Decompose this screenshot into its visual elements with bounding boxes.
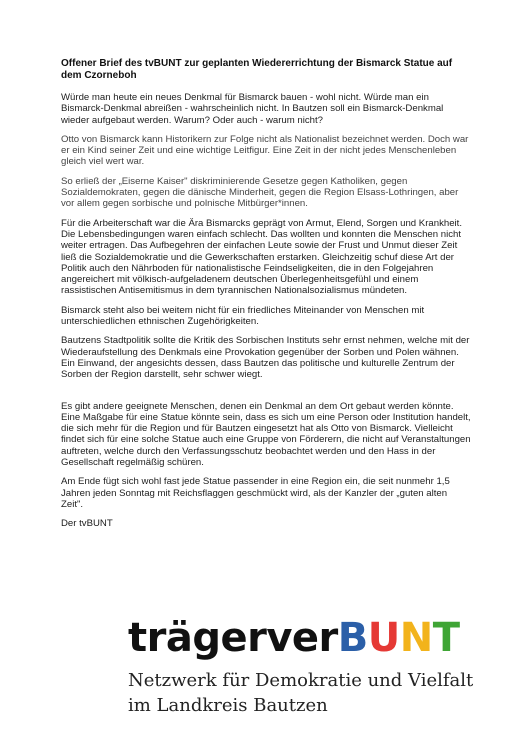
paragraph-3: So erließ der „Eiserne Kaiser" diskriminierende Gesetze gegen Katholiken, gegen Sozialdemokraten, gegen die dänische Minderheit, gegen die Region Elsass-Lothringen, aber vor allem gegen sorbische und polnische Mitbürger*innen. (61, 175, 459, 210)
paragraph-1: Würde man heute ein neues Denkmal für Bismarck bauen - wohl nicht. Würde man ein Bismarck-Denkmal abreißen - wahrscheinlich nicht. In Bautzen soll ein Bismarck-Denkmal wieder aufgebaut werden. Warum? Oder auch - warum nicht? (61, 92, 444, 126)
logo-word-traeger: träger (128, 615, 267, 661)
paragraph-gap (61, 389, 471, 401)
paragraph-5: Bismarck steht also bei weitem nicht für ein friedliches Miteinander von Menschen mit unterschiedlichen ethnischen Zugehörigkeiten. (61, 304, 425, 328)
logo-letter-b: B (337, 615, 368, 661)
letter-title: Offener Brief des tvBUNT zur geplanten Wiedererrichtung der Bismarck Statue auf dem Czorneboh (61, 58, 453, 81)
traegerverbunt-logo (128, 616, 488, 726)
paragraph-2: Otto von Bismarck kann Historikern zur Folge nicht als Nationalist bezeichnet werden. Doch war er ein Kind seiner Zeit und eine wichtige Leitfigur. Eine Zeit in der nicht jedes Menschenleben gleich viel wert war. (61, 133, 469, 168)
paragraph-8: Am Ende fügt sich wohl fast jede Statue passender in eine Region ein, die seit nunmehr 1,5 Jahren jeden Sonntag mit Reichsflaggen geschmückt wird, als der Kanzler der „guten alten Zeit". (61, 476, 450, 510)
paragraph-4: Für die Arbeiterschaft war die Ära Bismarcks geprägt von Armut, Elend, Sorgen und Krankheit. Die Lebensbedingungen waren einfach schlecht. Das wollten und konnten die Menschen nicht weiter ertragen. Das Aufbegehren der einfachen Leute sowie der Frust und Unmut dieser Zeit ließ die Sozialdemokratie und die Gewerkschaften erstarken. Gleichzeitig schuf diese Art der Politik auch den Nährboden für nationalistische Feindseligkeiten, die in den Folgejahren angereichert mit völkisch-aufgeladenem deutschen Überlegenheitsgefühl und einem rassistischen Antisemitismus in dem tyrannischen Nationalsozialismus mündeten. (61, 217, 463, 297)
paragraph-6: Bautzens Stadtpolitik sollte die Kritik des Sorbischen Instituts sehr ernst nehmen, welche mit der Wiederaufstellung des Denkmals eine Provokation gegenüber der Sorben und Polen wähnen. Ein Einwand, der angesichts dessen, dass Bautzen das politische und kulturelle Zentrum der Sorben der Region darstellt, sehr schwer wiegt. (61, 335, 470, 381)
logo-letter-t: T (432, 615, 460, 661)
signature: Der tvBUNT (61, 518, 113, 530)
logo-subtitle-line1: Netzwerk für Demokratie und Vielfalt (128, 670, 474, 691)
logo-letter-u: U (367, 615, 400, 661)
letter-body (61, 58, 471, 529)
logo-subtitle-line2: im Landkreis Bautzen (128, 695, 328, 716)
paragraph-7: Es gibt andere geeignete Menschen, denen ein Denkmal an dem Ort gebaut werden könnte. Eine Maßgabe für eine Statue könnte sein, dass es sich um eine Person oder Institution handelt, die sich mehr für die Region und für Bautzen eingesetzt hat als Otto von Bismarck. Vielleicht findet sich für eine solche Statue auch eine Gruppe von Förderern, die nicht auf Veranstaltungen auftreten, welche durch den Verfassungsschutz beobachtet werden und den Hass in der Gesellschaft regelmäßig schüren. (61, 400, 471, 469)
logo-word-ver: ver (266, 615, 338, 661)
logo-letter-n: N (399, 615, 433, 661)
logo-wordmark (128, 616, 460, 660)
